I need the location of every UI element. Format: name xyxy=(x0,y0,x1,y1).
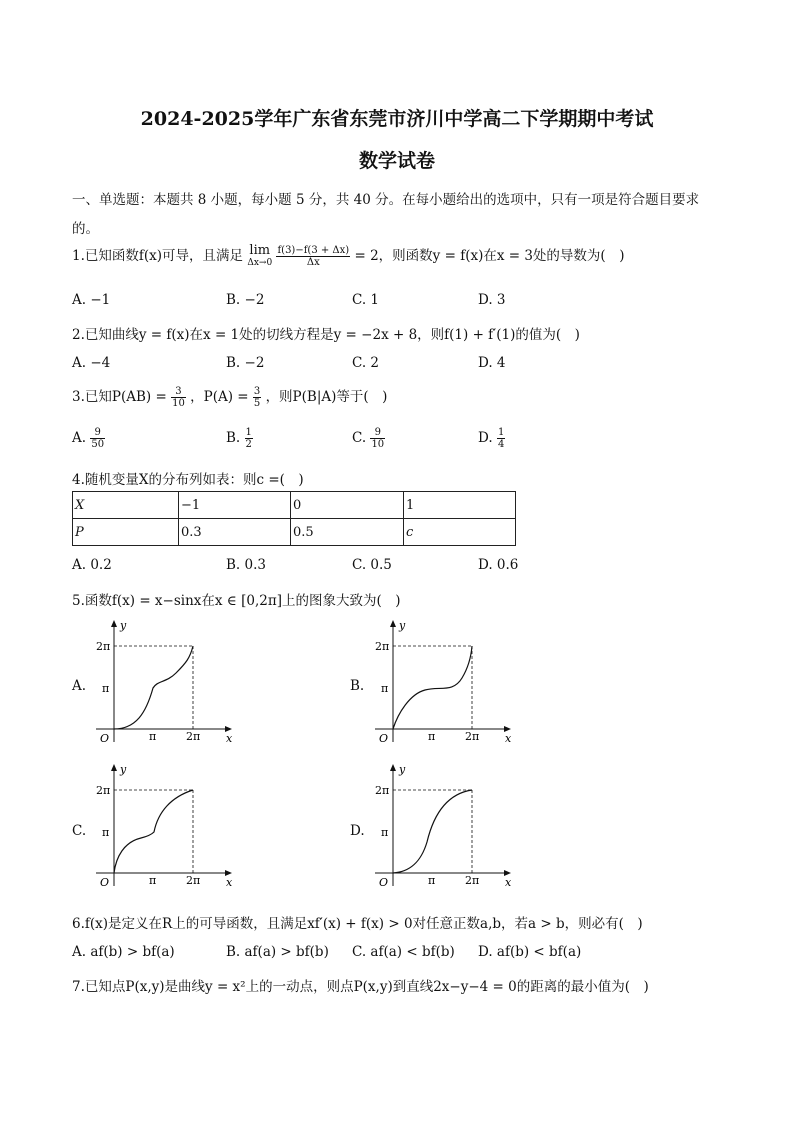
graph-d-y-2pi: 2π xyxy=(375,784,390,797)
q3-stem-pre: 3.已知P(AB) = xyxy=(72,389,167,405)
q3-option-d xyxy=(478,427,505,450)
table-cell: 0.3 xyxy=(179,519,291,546)
q3-option-c-den: 10 xyxy=(371,439,385,450)
question-1 xyxy=(72,244,624,269)
graph-a xyxy=(86,618,246,748)
exam-title: 2024-2025学年广东省东莞市济川中学高二下学期期中考试 xyxy=(140,108,654,130)
q5-option-c: C. xyxy=(72,823,87,839)
q3-option-b-den: 2 xyxy=(245,439,252,450)
question-5: 5.函数f(x) = x−sinx在x ∈ [0,2π]上的图象大致为( ) xyxy=(72,593,401,609)
graph-a-y-2pi: 2π xyxy=(96,640,111,653)
table-cell: −1 xyxy=(179,492,291,519)
q1-frac-numerator: f(3)−f(3 + Δx) xyxy=(277,245,350,256)
graph-b-y-label: y xyxy=(399,619,406,632)
q6-option-a: A. af(b) > bf(a) xyxy=(72,944,175,960)
q3-frac1-den: 10 xyxy=(172,398,185,409)
graph-c-y-2pi: 2π xyxy=(96,784,111,797)
q3-option-d-label: D. xyxy=(478,430,493,446)
q3-option-b xyxy=(226,427,253,450)
graph-a-x-pi: π xyxy=(149,730,157,743)
section-instruction-line1: 一、单选题：本题共 8 小题，每小题 5 分，共 40 分。在每小题给出的选项中，只有一项是符合题目要求 xyxy=(72,192,700,208)
q6-option-c: C. af(a) < bf(b) xyxy=(352,944,455,960)
table-cell: 0 xyxy=(291,492,404,519)
graph-d-y-pi: π xyxy=(381,826,389,839)
graph-d-x-pi: π xyxy=(428,874,436,887)
q3-option-a-den: 50 xyxy=(91,439,105,450)
q4-option-c: C. 0.5 xyxy=(352,557,392,573)
q5-option-a: A. xyxy=(72,678,87,694)
graph-a-y-pi: π xyxy=(102,682,110,695)
q3-option-d-den: 4 xyxy=(497,439,505,450)
question-6: 6.f(x)是定义在R上的可导函数，且满足xf′(x) + f(x) > 0对任意正数a,b，若a > b，则必有( ) xyxy=(72,916,643,932)
q3-fraction-1 xyxy=(171,386,186,409)
section-instruction-line2: 的。 xyxy=(72,221,99,237)
q3-option-c-num: 9 xyxy=(370,427,385,439)
graph-a-x-label: x xyxy=(226,732,233,745)
q3-option-d-num: 1 xyxy=(497,427,505,438)
graph-c-y-pi: π xyxy=(102,826,110,839)
graph-a-origin: O xyxy=(100,732,110,745)
q3-fraction-2 xyxy=(253,386,261,409)
q3-option-c-fraction xyxy=(370,427,385,450)
q3-option-d-fraction xyxy=(497,427,505,450)
graph-d-x-2pi: 2π xyxy=(465,874,480,887)
q1-stem-pre: 1.已知函数f(x)可导，且满足 xyxy=(72,248,244,264)
q2-option-d: D. 4 xyxy=(478,355,506,371)
graph-b-x-2pi: 2π xyxy=(465,730,480,743)
q3-option-a xyxy=(72,427,105,450)
graph-b-x-label: x xyxy=(505,732,512,745)
q3-frac2-den: 5 xyxy=(253,398,261,409)
graph-b xyxy=(365,618,525,748)
graph-d-y-label: y xyxy=(399,763,406,776)
graph-a-y-label: y xyxy=(120,619,127,632)
graph-a-x-2pi: 2π xyxy=(186,730,201,743)
q3-option-b-fraction xyxy=(245,427,253,450)
q3-option-b-label: B. xyxy=(226,430,241,446)
table-cell: P xyxy=(73,519,179,546)
q6-option-d: D. af(b) < bf(a) xyxy=(478,944,582,960)
q1-frac-denominator: Δx xyxy=(306,257,320,268)
q3-option-a-label: A. xyxy=(72,430,87,446)
question-7: 7.已知点P(x,y)是曲线y = x²上的一动点，则点P(x,y)到直线2x−y−4 = 0的距离的最小值为( ) xyxy=(72,979,649,995)
graph-c-origin: O xyxy=(100,876,110,889)
q1-limit-bottom: Δx→0 xyxy=(247,257,273,268)
q3-frac2-num: 3 xyxy=(253,386,261,397)
graph-c-x-label: x xyxy=(226,876,233,889)
table-cell: 1 xyxy=(404,492,516,519)
q1-option-d: D. 3 xyxy=(478,292,506,308)
q3-option-a-num: 9 xyxy=(90,427,105,439)
q3-option-b-num: 1 xyxy=(245,427,252,438)
q1-option-b: B. −2 xyxy=(226,292,265,308)
graph-c-x-pi: π xyxy=(149,874,157,887)
graph-b-x-pi: π xyxy=(428,730,436,743)
table-row xyxy=(73,492,516,519)
q2-option-a: A. −4 xyxy=(72,355,111,371)
q4-option-d: D. 0.6 xyxy=(478,557,519,573)
q3-stem-mid: ，P(A) = xyxy=(190,389,249,405)
q3-option-c xyxy=(352,427,385,450)
q4-option-a: A. 0.2 xyxy=(72,557,112,573)
question-2: 2.已知曲线y = f(x)在x = 1处的切线方程是y = −2x + 8，则f(1) + f′(1)的值为( ) xyxy=(72,327,580,343)
table-cell: X xyxy=(73,492,179,519)
exam-subtitle: 数学试卷 xyxy=(358,150,435,172)
graph-d xyxy=(365,762,525,892)
q2-option-c: C. 2 xyxy=(352,355,380,371)
graph-d-x-label: x xyxy=(505,876,512,889)
q4-option-b: B. 0.3 xyxy=(226,557,266,573)
q3-stem-post: ，则P(B|A)等于( ) xyxy=(265,389,388,405)
table-row xyxy=(73,519,516,546)
q1-option-a: A. −1 xyxy=(72,292,111,308)
q1-limit-top: lim xyxy=(249,242,271,258)
graph-c-x-2pi: 2π xyxy=(186,874,201,887)
q6-option-b: B. af(a) > bf(b) xyxy=(226,944,329,960)
question-3 xyxy=(72,385,387,409)
table-cell: c xyxy=(404,519,516,546)
q1-stem-post: = 2，则函数y = f(x)在x = 3处的导数为( ) xyxy=(354,248,625,264)
q5-option-b: B. xyxy=(350,678,365,694)
q1-option-c: C. 1 xyxy=(352,292,380,308)
q3-frac1-num: 3 xyxy=(171,386,186,398)
q3-option-a-fraction xyxy=(90,427,105,450)
q1-fraction xyxy=(276,245,350,268)
graph-d-origin: O xyxy=(379,876,389,889)
q3-option-c-label: C. xyxy=(352,430,367,446)
graph-c xyxy=(86,762,246,892)
question-4: 4.随机变量X的分布列如表：则c =( ) xyxy=(72,472,304,488)
q2-option-b: B. −2 xyxy=(226,355,265,371)
q1-limit xyxy=(247,242,273,269)
q5-option-d: D. xyxy=(350,823,365,839)
distribution-table xyxy=(72,491,516,546)
graph-c-y-label: y xyxy=(120,763,127,776)
graph-b-origin: O xyxy=(379,732,389,745)
graph-b-y-pi: π xyxy=(381,682,389,695)
table-cell: 0.5 xyxy=(291,519,404,546)
graph-b-y-2pi: 2π xyxy=(375,640,390,653)
